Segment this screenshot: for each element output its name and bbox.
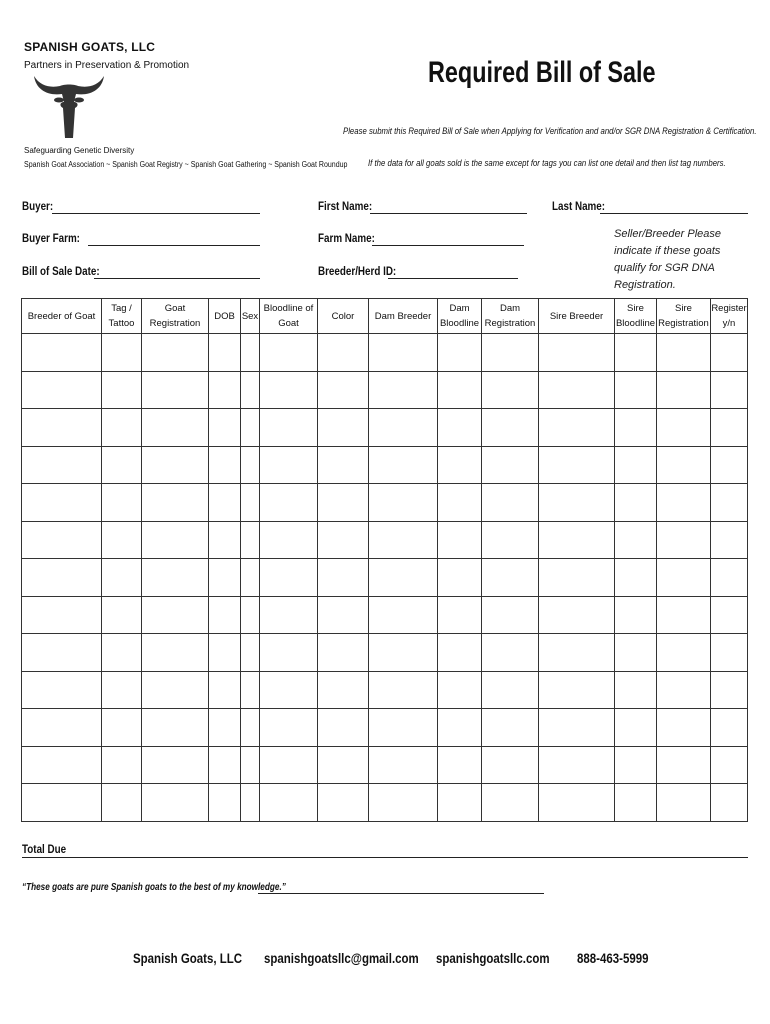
- table-cell[interactable]: [142, 446, 209, 484]
- table-cell[interactable]: [615, 709, 657, 747]
- table-cell[interactable]: [657, 521, 711, 559]
- table-cell[interactable]: [539, 559, 615, 597]
- table-cell[interactable]: [241, 521, 260, 559]
- table-cell[interactable]: [539, 446, 615, 484]
- table-row: [22, 746, 748, 784]
- table-cell[interactable]: [369, 709, 438, 747]
- table-cell[interactable]: [209, 596, 241, 634]
- table-cell[interactable]: [482, 671, 539, 709]
- table-cell[interactable]: [209, 446, 241, 484]
- table-cell[interactable]: [615, 596, 657, 634]
- table-cell[interactable]: [209, 371, 241, 409]
- table-cell[interactable]: [22, 446, 102, 484]
- table-cell[interactable]: [657, 371, 711, 409]
- last-name-field[interactable]: [600, 213, 748, 214]
- buyer-label: Buyer:: [22, 199, 54, 213]
- table-cell[interactable]: [482, 409, 539, 447]
- table-cell[interactable]: [260, 634, 318, 672]
- table-cell[interactable]: [142, 634, 209, 672]
- table-cell[interactable]: [615, 746, 657, 784]
- table-cell[interactable]: [482, 484, 539, 522]
- table-cell[interactable]: [260, 559, 318, 597]
- table-cell[interactable]: [241, 371, 260, 409]
- table-cell[interactable]: [142, 559, 209, 597]
- table-cell[interactable]: [369, 521, 438, 559]
- table-cell[interactable]: [209, 484, 241, 522]
- table-row: [22, 334, 748, 372]
- table-cell[interactable]: [657, 559, 711, 597]
- table-cell[interactable]: [539, 634, 615, 672]
- table-cell[interactable]: [209, 784, 241, 822]
- table-cell[interactable]: [438, 784, 482, 822]
- table-cell[interactable]: [241, 671, 260, 709]
- table-cell[interactable]: [209, 634, 241, 672]
- table-cell[interactable]: [482, 521, 539, 559]
- table-cell[interactable]: [615, 784, 657, 822]
- table-cell[interactable]: [260, 596, 318, 634]
- table-cell[interactable]: [438, 409, 482, 447]
- buyer-farm-field[interactable]: [88, 245, 260, 246]
- table-cell[interactable]: [102, 371, 142, 409]
- table-cell[interactable]: [615, 484, 657, 522]
- bill-of-sale-date-field[interactable]: [94, 278, 260, 279]
- table-cell[interactable]: [142, 371, 209, 409]
- table-cell[interactable]: [369, 746, 438, 784]
- table-cell[interactable]: [260, 334, 318, 372]
- table-cell[interactable]: [438, 521, 482, 559]
- table-cell[interactable]: [369, 446, 438, 484]
- bill-of-sale-date-label: Bill of Sale Date:: [22, 264, 100, 278]
- total-due-label: Total Due: [22, 842, 67, 856]
- table-cell[interactable]: [22, 559, 102, 597]
- table-cell[interactable]: [482, 371, 539, 409]
- table-cell[interactable]: [142, 484, 209, 522]
- table-cell[interactable]: [22, 484, 102, 522]
- table-cell[interactable]: [209, 709, 241, 747]
- table-cell[interactable]: [241, 596, 260, 634]
- table-cell[interactable]: [318, 334, 369, 372]
- table-cell[interactable]: [657, 709, 711, 747]
- col-sire-breeder: Sire Breeder: [539, 299, 615, 334]
- table-cell[interactable]: [142, 746, 209, 784]
- table-cell[interactable]: [102, 484, 142, 522]
- table-cell[interactable]: [209, 409, 241, 447]
- table-cell[interactable]: [102, 521, 142, 559]
- table-cell[interactable]: [438, 634, 482, 672]
- table-cell[interactable]: [539, 371, 615, 409]
- table-cell[interactable]: [657, 446, 711, 484]
- table-cell[interactable]: [209, 559, 241, 597]
- table-cell[interactable]: [318, 634, 369, 672]
- table-cell[interactable]: [241, 784, 260, 822]
- table-cell[interactable]: [22, 709, 102, 747]
- table-cell[interactable]: [438, 446, 482, 484]
- buyer-field[interactable]: [52, 213, 260, 214]
- table-cell[interactable]: [615, 371, 657, 409]
- table-cell[interactable]: [539, 709, 615, 747]
- table-cell[interactable]: [22, 409, 102, 447]
- farm-name-field[interactable]: [372, 245, 524, 246]
- table-row: [22, 371, 748, 409]
- table-cell[interactable]: [539, 746, 615, 784]
- table-cell[interactable]: [369, 371, 438, 409]
- table-cell[interactable]: [482, 784, 539, 822]
- table-cell[interactable]: [241, 746, 260, 784]
- first-name-label: First Name:: [318, 199, 373, 213]
- last-name-label: Last Name:: [552, 199, 606, 213]
- table-cell[interactable]: [438, 709, 482, 747]
- table-cell[interactable]: [711, 746, 748, 784]
- table-cell[interactable]: [142, 671, 209, 709]
- table-cell[interactable]: [102, 596, 142, 634]
- table-cell[interactable]: [260, 521, 318, 559]
- safeguard-text: Safeguarding Genetic Diversity: [24, 146, 135, 155]
- table-header-row: [22, 299, 748, 334]
- table-cell[interactable]: [260, 484, 318, 522]
- table-cell[interactable]: [657, 671, 711, 709]
- table-cell[interactable]: [539, 334, 615, 372]
- goat-logo-icon: [32, 72, 106, 142]
- table-cell[interactable]: [22, 784, 102, 822]
- table-cell[interactable]: [615, 634, 657, 672]
- seller-breeder-note: Seller/Breeder Please indicate if these goats qualify for SGR DNA Registration.: [614, 228, 722, 291]
- col-sire-bloodline: Sire Bloodline: [615, 299, 657, 334]
- table-row: [22, 484, 748, 522]
- attestation-text: “These goats are pure Spanish goats to the best of my knowledge.”: [22, 882, 286, 893]
- col-dam-bloodline: Dam Bloodline: [438, 299, 482, 334]
- table-cell[interactable]: [260, 371, 318, 409]
- table-cell[interactable]: [142, 334, 209, 372]
- table-cell[interactable]: [209, 521, 241, 559]
- table-cell[interactable]: [102, 709, 142, 747]
- table-cell[interactable]: [711, 596, 748, 634]
- table-cell[interactable]: [318, 784, 369, 822]
- table-cell[interactable]: [102, 559, 142, 597]
- col-color: Color: [318, 299, 369, 334]
- table-cell[interactable]: [711, 334, 748, 372]
- table-cell[interactable]: [102, 334, 142, 372]
- table-cell[interactable]: [102, 446, 142, 484]
- company-name: SPANISH GOATS, LLC: [24, 40, 156, 54]
- table-cell[interactable]: [615, 559, 657, 597]
- table-cell[interactable]: [369, 784, 438, 822]
- table-cell[interactable]: [142, 521, 209, 559]
- table-cell[interactable]: [711, 671, 748, 709]
- table-cell[interactable]: [369, 671, 438, 709]
- page-title: Required Bill of Sale: [428, 56, 656, 89]
- table-cell[interactable]: [260, 746, 318, 784]
- table-cell[interactable]: [241, 409, 260, 447]
- table-cell[interactable]: [102, 409, 142, 447]
- table-cell[interactable]: [615, 409, 657, 447]
- table-cell[interactable]: [209, 334, 241, 372]
- table-cell[interactable]: [142, 409, 209, 447]
- table-cell[interactable]: [318, 409, 369, 447]
- table-cell[interactable]: [142, 596, 209, 634]
- footer-website[interactable]: spanishgoatsllc.com: [436, 950, 550, 966]
- table-cell[interactable]: [142, 709, 209, 747]
- table-row: [22, 671, 748, 709]
- table-cell[interactable]: [318, 596, 369, 634]
- table-cell[interactable]: [241, 484, 260, 522]
- breeder-herd-id-field[interactable]: [388, 278, 518, 279]
- table-cell[interactable]: [142, 784, 209, 822]
- first-name-field[interactable]: [370, 213, 527, 214]
- table-cell[interactable]: [209, 671, 241, 709]
- table-cell[interactable]: [657, 334, 711, 372]
- table-cell[interactable]: [260, 446, 318, 484]
- table-row: [22, 709, 748, 747]
- col-dob: DOB: [209, 299, 241, 334]
- table-cell[interactable]: [711, 409, 748, 447]
- footer-email[interactable]: spanishgoatsllc@gmail.com: [264, 950, 419, 966]
- table-cell[interactable]: [318, 484, 369, 522]
- table-cell[interactable]: [241, 709, 260, 747]
- table-cell[interactable]: [615, 671, 657, 709]
- total-due-field[interactable]: [22, 857, 748, 858]
- table-cell[interactable]: [369, 409, 438, 447]
- table-cell[interactable]: [22, 746, 102, 784]
- table-cell[interactable]: [711, 446, 748, 484]
- col-sex: Sex: [241, 299, 260, 334]
- table-cell[interactable]: [711, 709, 748, 747]
- col-tag-tattoo: Tag / Tattoo: [102, 299, 142, 334]
- farm-name-label: Farm Name:: [318, 231, 375, 245]
- table-cell[interactable]: [260, 409, 318, 447]
- table-cell[interactable]: [615, 521, 657, 559]
- table-cell[interactable]: [539, 409, 615, 447]
- table-cell[interactable]: [482, 634, 539, 672]
- table-cell[interactable]: [711, 634, 748, 672]
- table-cell[interactable]: [241, 559, 260, 597]
- tag-note: If the data for all goats sold is the same except for tags you can list one detail and then list tag numbers.: [368, 158, 726, 169]
- table-cell[interactable]: [369, 559, 438, 597]
- table-cell[interactable]: [482, 709, 539, 747]
- table-cell[interactable]: [102, 671, 142, 709]
- table-cell[interactable]: [539, 521, 615, 559]
- table-cell[interactable]: [22, 334, 102, 372]
- table-row: [22, 521, 748, 559]
- table-row: [22, 409, 748, 447]
- col-dam-registration: Dam Registration: [482, 299, 539, 334]
- table-cell[interactable]: [260, 784, 318, 822]
- table-cell[interactable]: [318, 521, 369, 559]
- buyer-farm-label: Buyer Farm:: [22, 231, 80, 245]
- table-cell[interactable]: [438, 484, 482, 522]
- table-row: [22, 559, 748, 597]
- footer-phone: 888-463-5999: [577, 950, 649, 966]
- table-cell[interactable]: [241, 334, 260, 372]
- table-cell[interactable]: [369, 596, 438, 634]
- table-cell[interactable]: [318, 746, 369, 784]
- table-cell[interactable]: [318, 446, 369, 484]
- table-row: [22, 596, 748, 634]
- table-cell[interactable]: [22, 634, 102, 672]
- col-bloodline-of-goat: Bloodline of Goat: [260, 299, 318, 334]
- table-cell[interactable]: [657, 409, 711, 447]
- table-cell[interactable]: [657, 746, 711, 784]
- table-cell[interactable]: [711, 784, 748, 822]
- table-cell[interactable]: [102, 634, 142, 672]
- table-cell[interactable]: [438, 671, 482, 709]
- table-cell[interactable]: [438, 334, 482, 372]
- table-cell[interactable]: [711, 371, 748, 409]
- table-cell[interactable]: [209, 746, 241, 784]
- signature-field[interactable]: [258, 893, 544, 894]
- table-cell[interactable]: [438, 746, 482, 784]
- associations-text: Spanish Goat Association ~ Spanish Goat Registry ~ Spanish Goat Gathering ~ Spanish Goat Roundup: [24, 160, 348, 169]
- table-cell[interactable]: [711, 484, 748, 522]
- table-cell[interactable]: [657, 784, 711, 822]
- table-cell[interactable]: [241, 446, 260, 484]
- col-register-yn: Register y/n: [711, 299, 748, 334]
- table-cell[interactable]: [318, 709, 369, 747]
- goats-table: [21, 298, 748, 822]
- submission-note: Please submit this Required Bill of Sale when Applying for Verification and and/or SGR DNA Registration & Certification.: [343, 126, 757, 137]
- table-cell[interactable]: [369, 334, 438, 372]
- table-cell[interactable]: [482, 334, 539, 372]
- table-cell[interactable]: [241, 634, 260, 672]
- table-cell[interactable]: [22, 371, 102, 409]
- table-cell[interactable]: [657, 484, 711, 522]
- table-cell[interactable]: [369, 634, 438, 672]
- company-tagline: Partners in Preservation & Promotion: [24, 60, 190, 71]
- table-cell[interactable]: [102, 784, 142, 822]
- table-cell[interactable]: [22, 671, 102, 709]
- table-cell[interactable]: [657, 634, 711, 672]
- breeder-herd-id-label: Breeder/Herd ID:: [318, 264, 397, 278]
- table-cell[interactable]: [539, 596, 615, 634]
- table-cell[interactable]: [482, 596, 539, 634]
- table-cell[interactable]: [369, 484, 438, 522]
- table-cell[interactable]: [438, 596, 482, 634]
- col-sire-registration: Sire Registration: [657, 299, 711, 334]
- table-cell[interactable]: [482, 446, 539, 484]
- table-row: [22, 784, 748, 822]
- table-cell[interactable]: [657, 596, 711, 634]
- table-cell[interactable]: [318, 671, 369, 709]
- table-cell[interactable]: [711, 521, 748, 559]
- table-cell[interactable]: [711, 559, 748, 597]
- col-breeder-of-goat: Breeder of Goat: [22, 299, 102, 334]
- col-goat-registration: Goat Registration: [142, 299, 209, 334]
- col-dam-breeder: Dam Breeder: [369, 299, 438, 334]
- table-cell[interactable]: [260, 709, 318, 747]
- table-cell[interactable]: [615, 446, 657, 484]
- table-cell[interactable]: [318, 559, 369, 597]
- table-cell[interactable]: [482, 559, 539, 597]
- table-row: [22, 446, 748, 484]
- table-cell[interactable]: [438, 371, 482, 409]
- table-cell[interactable]: [318, 371, 369, 409]
- table-cell[interactable]: [438, 559, 482, 597]
- table-cell[interactable]: [615, 334, 657, 372]
- table-row: [22, 634, 748, 672]
- table-cell[interactable]: [539, 671, 615, 709]
- table-cell[interactable]: [22, 521, 102, 559]
- table-cell[interactable]: [102, 746, 142, 784]
- table-cell[interactable]: [260, 671, 318, 709]
- table-cell[interactable]: [539, 484, 615, 522]
- table-cell[interactable]: [482, 746, 539, 784]
- table-cell[interactable]: [22, 596, 102, 634]
- footer-company: Spanish Goats, LLC: [133, 950, 243, 966]
- table-cell[interactable]: [539, 784, 615, 822]
